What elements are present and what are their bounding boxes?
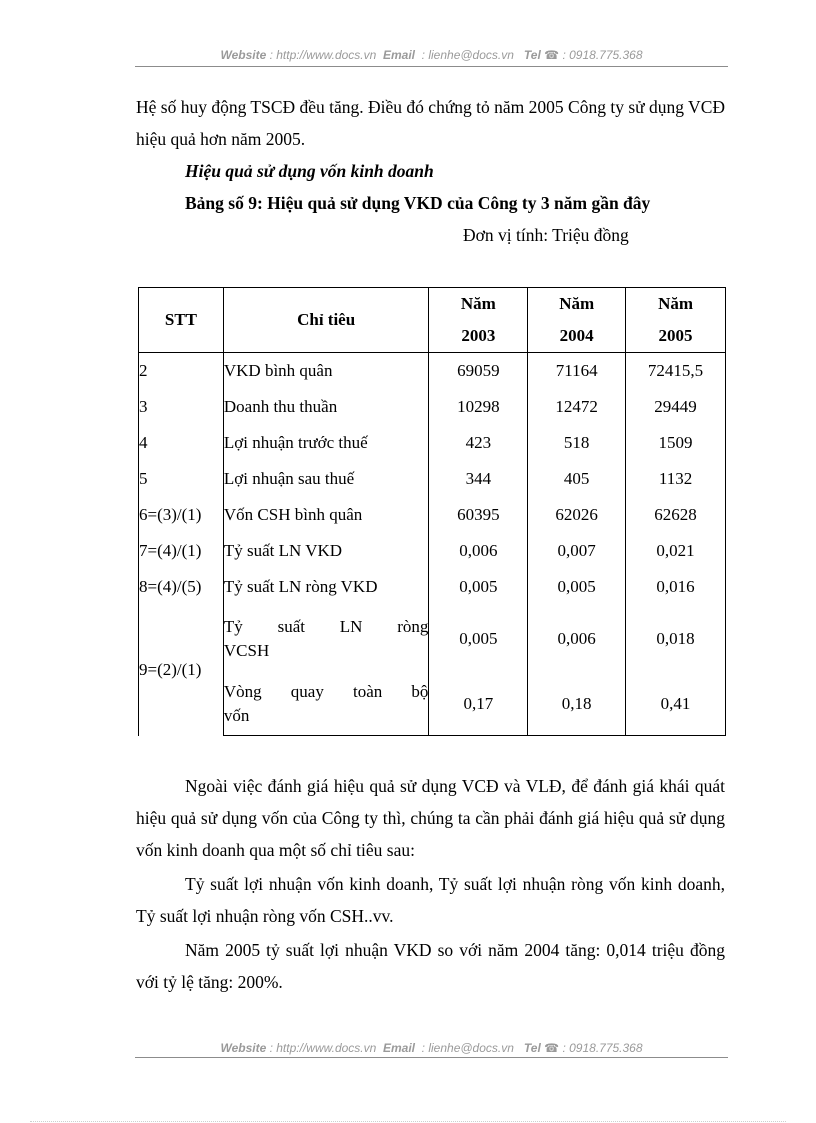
row-2003: 0,006 bbox=[429, 533, 528, 569]
section-heading: Hiệu quả sử dụng vốn kinh doanh bbox=[185, 161, 434, 181]
row-indicator: Tỷ suất LN ròng VCSH bbox=[223, 605, 429, 673]
header-divider bbox=[135, 66, 728, 67]
row-2004: 0,007 bbox=[528, 533, 626, 569]
row-2004: 62026 bbox=[528, 497, 626, 533]
website-label: Website bbox=[220, 48, 267, 62]
tel-label: Tel bbox=[523, 48, 541, 62]
row-stt: 2 bbox=[139, 353, 224, 390]
row-2003: 423 bbox=[429, 425, 528, 461]
row-2005: 62628 bbox=[626, 497, 726, 533]
row-stt: 7=(4)/(1) bbox=[139, 533, 224, 569]
website-link[interactable]: : http://www.docs.vn bbox=[269, 1041, 377, 1055]
email-label: Email bbox=[382, 48, 415, 62]
row-2004: 0,005 bbox=[528, 569, 626, 605]
row-indicator: Vốn CSH bình quân bbox=[223, 497, 429, 533]
row-indicator: Lợi nhuận sau thuế bbox=[223, 461, 429, 497]
website-link[interactable]: : http://www.docs.vn bbox=[269, 48, 377, 62]
table-row bbox=[139, 497, 726, 533]
header-indicator: Chỉ tiêu bbox=[223, 288, 429, 353]
page-header bbox=[135, 48, 728, 62]
table-row bbox=[139, 389, 726, 425]
email-label: Email bbox=[382, 1041, 415, 1055]
row-2004: 0,18 bbox=[528, 673, 626, 736]
row-2003: 0,17 bbox=[429, 673, 528, 736]
row-indicator: Vòng quay toàn bộ vốn bbox=[223, 673, 429, 736]
header-2005: Năm 2005 bbox=[626, 288, 726, 353]
row-2004: 71164 bbox=[528, 353, 626, 390]
row-2005: 29449 bbox=[626, 389, 726, 425]
unit-label: Đơn vị tính: Triệu đồng bbox=[463, 225, 629, 245]
paragraph-5: Ngoài việc đánh giá hiệu quả sử dụng VCĐ và VLĐ, để đánh giá khái quát hiệu quả sử dụng vốn của Công ty thì, chúng ta cần phải đánh giá hiệu quả sử dụng vốn kinh doanh qua một số chỉ tiêu sau: bbox=[136, 776, 725, 860]
table-row bbox=[139, 569, 726, 605]
row-2005: 0,41 bbox=[626, 673, 726, 736]
table-header-row bbox=[139, 288, 726, 353]
row-2005: 72415,5 bbox=[626, 353, 726, 390]
row-2003: 0,005 bbox=[429, 605, 528, 673]
website-label: Website bbox=[220, 1041, 267, 1055]
header-2004: Năm 2004 bbox=[528, 288, 626, 353]
row-2003: 0,005 bbox=[429, 569, 528, 605]
row-2003: 60395 bbox=[429, 497, 528, 533]
row-indicator: Lợi nhuận trước thuế bbox=[223, 425, 429, 461]
footer-divider bbox=[135, 1057, 728, 1058]
header-stt: STT bbox=[139, 288, 224, 353]
table-row bbox=[139, 533, 726, 569]
row-stt: 3 bbox=[139, 389, 224, 425]
page-footer bbox=[135, 1041, 728, 1055]
paragraph-7: Năm 2005 tỷ suất lợi nhuận VKD so với năm 2004 tăng: 0,014 triệu đồng với tỷ lệ tăng: 200%. bbox=[136, 940, 725, 992]
table-row bbox=[139, 425, 726, 461]
row-stt: 9=(2)/(1) bbox=[139, 605, 224, 736]
tel-value: ☎ : 0918.775.368 bbox=[544, 48, 643, 62]
paragraph-6: Tỷ suất lợi nhuận vốn kinh doanh, Tỷ suất lợi nhuận ròng vốn kinh doanh, Tỷ suất lợi nhuận ròng vốn CSH..vv. bbox=[136, 874, 725, 926]
table-row bbox=[139, 353, 726, 390]
row-2005: 0,018 bbox=[626, 605, 726, 673]
paragraph-1: Hệ số huy động TSCĐ đều tăng. Điều đó chứng tỏ năm 2005 Công ty sử dụng VCĐ hiệu quả hơn năm 2005. bbox=[136, 97, 726, 149]
table-caption: Bảng số 9: Hiệu quả sử dụng VKD của Công ty 3 năm gần đây bbox=[185, 193, 651, 213]
row-indicator: Doanh thu thuần bbox=[223, 389, 429, 425]
efficiency-table bbox=[138, 287, 726, 736]
row-2004: 405 bbox=[528, 461, 626, 497]
row-2004: 0,006 bbox=[528, 605, 626, 673]
tel-label: Tel bbox=[523, 1041, 541, 1055]
header-2003: Năm 2003 bbox=[429, 288, 528, 353]
row-2005: 0,021 bbox=[626, 533, 726, 569]
row-2005: 1132 bbox=[626, 461, 726, 497]
row-2003: 69059 bbox=[429, 353, 528, 390]
row-2003: 10298 bbox=[429, 389, 528, 425]
tel-value: ☎ : 0918.775.368 bbox=[544, 1041, 643, 1055]
row-indicator: Tỷ suất LN VKD bbox=[223, 533, 429, 569]
row-2003: 344 bbox=[429, 461, 528, 497]
row-2005: 1509 bbox=[626, 425, 726, 461]
row-2004: 518 bbox=[528, 425, 626, 461]
email-link[interactable]: : lienhe@docs.vn bbox=[421, 1041, 514, 1055]
row-indicator: Tỷ suất LN ròng VKD bbox=[223, 569, 429, 605]
page-edge-divider bbox=[30, 1121, 786, 1122]
table-row bbox=[139, 605, 726, 673]
row-stt: 6=(3)/(1) bbox=[139, 497, 224, 533]
row-stt: 5 bbox=[139, 461, 224, 497]
email-link[interactable]: : lienhe@docs.vn bbox=[421, 48, 514, 62]
row-indicator: VKD bình quân bbox=[223, 353, 429, 390]
table-row bbox=[139, 673, 726, 736]
row-stt: 4 bbox=[139, 425, 224, 461]
row-2005: 0,016 bbox=[626, 569, 726, 605]
row-2004: 12472 bbox=[528, 389, 626, 425]
table-row bbox=[139, 461, 726, 497]
row-stt: 8=(4)/(5) bbox=[139, 569, 224, 605]
